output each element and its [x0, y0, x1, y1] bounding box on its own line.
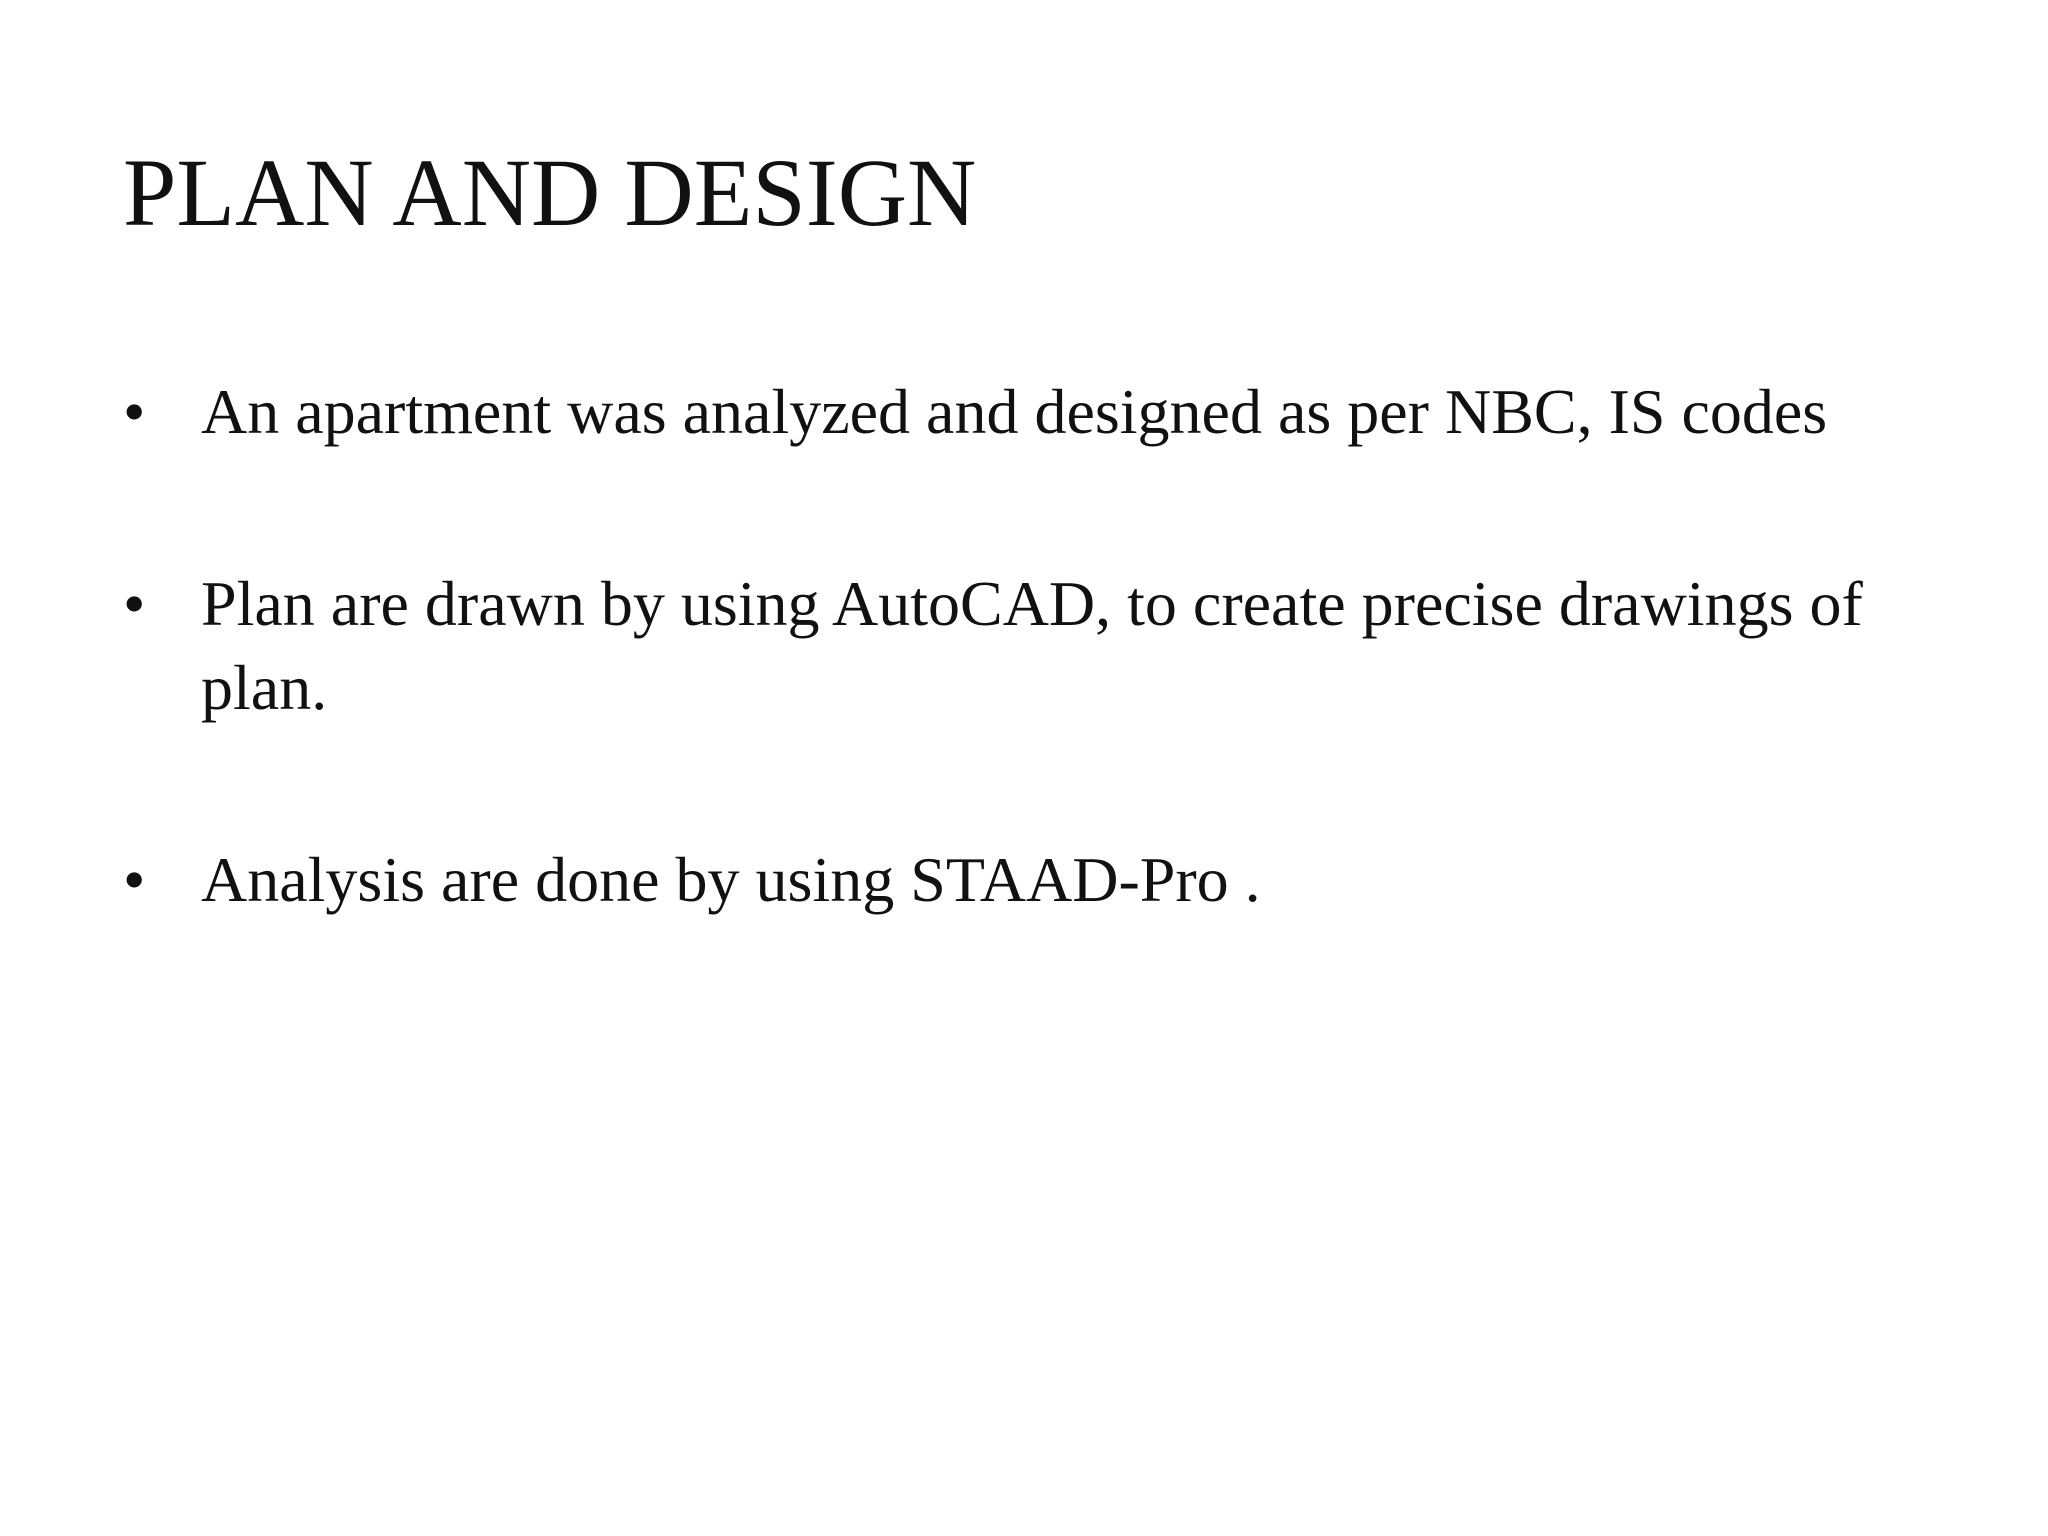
bullet-text: Analysis are done by using STAAD-Pro .	[201, 844, 1261, 915]
bullet-dot-icon: •	[123, 844, 146, 915]
bullet-text: Plan are drawn by using AutoCAD, to create precise drawings of plan.	[201, 568, 1863, 723]
bullet-text: An apartment was analyzed and designed as per NBC, IS codes	[201, 376, 1828, 447]
bullet-item	[123, 838, 1963, 922]
bullet-item	[123, 562, 1963, 730]
bullet-item	[123, 370, 1963, 454]
slide-title: PLAN AND DESIGN	[123, 139, 977, 246]
bullet-dot-icon: •	[123, 568, 146, 639]
bullet-list	[123, 370, 1963, 922]
bullet-dot-icon: •	[123, 376, 146, 447]
